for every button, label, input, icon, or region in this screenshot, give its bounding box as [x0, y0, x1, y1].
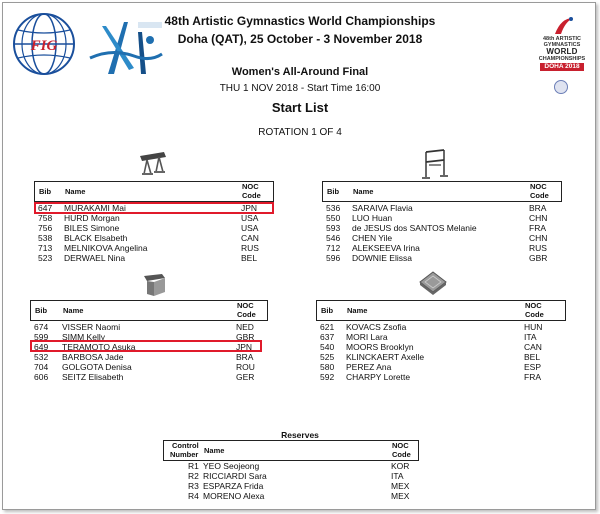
table-row [163, 471, 419, 481]
table-row [34, 223, 274, 233]
uneven-bars-icon [420, 148, 450, 180]
col-code: Code [530, 191, 549, 200]
athlete-name: SEITZ Elisabeth [62, 372, 124, 382]
noc-code: CHN [529, 233, 548, 243]
table-row [34, 203, 274, 213]
athlete-name: BLACK Elsabeth [64, 233, 128, 243]
col-name: Name [65, 187, 86, 196]
noc-code: BRA [529, 203, 547, 213]
noc-code: GBR [236, 332, 255, 342]
athlete-name: RICCIARDI Sara [203, 471, 267, 481]
table-row [34, 253, 274, 263]
table-row [316, 332, 566, 342]
noc-code: USA [241, 213, 259, 223]
noc-code: ITA [524, 332, 537, 342]
reserves-header [163, 440, 419, 461]
athlete-name: ALEKSEEVA Irina [352, 243, 420, 253]
noc-code: CAN [524, 342, 542, 352]
athlete-name: YEO Seojeong [203, 461, 260, 471]
wc-line5: DOHA 2018 [540, 63, 584, 71]
bib: 532 [34, 352, 49, 362]
table-row [30, 352, 268, 362]
table-row [316, 352, 566, 362]
table-row [322, 233, 562, 243]
col-name: Name [204, 446, 225, 455]
bib: 536 [326, 203, 341, 213]
noc-code: ITA [391, 471, 404, 481]
bib: 592 [320, 372, 335, 382]
athlete-name: BILES Simone [64, 223, 120, 233]
table-row [163, 461, 419, 471]
table-header [322, 181, 562, 202]
col-noc: NOC [392, 441, 409, 450]
athlete-name: MORI Lara [346, 332, 388, 342]
athlete-name: MOORS Brooklyn [346, 342, 414, 352]
bib: 758 [38, 213, 53, 223]
event-title: 48th Artistic Gymnastics World Championships [164, 14, 436, 28]
bib: 523 [38, 253, 53, 263]
col-name: Name [347, 306, 368, 315]
noc-code: JPN [241, 203, 258, 213]
col-bib: Bib [35, 306, 48, 315]
bib: 713 [38, 243, 53, 253]
bib: 674 [34, 322, 49, 332]
noc-code: MEX [391, 481, 410, 491]
bib: 606 [34, 372, 49, 382]
bib: 637 [320, 332, 335, 342]
table-row [322, 213, 562, 223]
table-row [322, 223, 562, 233]
athlete-name: SARAIVA Flavia [352, 203, 413, 213]
table-row [322, 203, 562, 213]
rotation-group-floor [316, 300, 566, 386]
noc-code: GER [236, 372, 255, 382]
bib: 593 [326, 223, 341, 233]
bib: 712 [326, 243, 341, 253]
table-row [30, 362, 268, 372]
table-row [34, 233, 274, 243]
control-number: R2 [188, 471, 199, 481]
athlete-name: CHARPY Lorette [346, 372, 411, 382]
athlete-name: DERWAEL Nina [64, 253, 126, 263]
col-number: Number [170, 450, 199, 459]
vault-icon [140, 272, 168, 298]
noc-code: RUS [529, 243, 547, 253]
noc-code: ROU [236, 362, 255, 372]
athlete-name: MORENO Alexa [203, 491, 265, 501]
competition-name: Women's All-Around Final [231, 66, 369, 78]
athlete-name: de JESUS dos SANTOS Melanie [352, 223, 477, 233]
rotation-group-bars [322, 181, 562, 267]
table-header [316, 300, 566, 321]
noc-code: KOR [391, 461, 410, 471]
location-dates: Doha (QAT), 25 October - 3 November 2018 [177, 32, 423, 46]
noc-code: JPN [236, 342, 253, 352]
noc-code: MEX [391, 491, 410, 501]
noc-code: CHN [529, 213, 548, 223]
athlete-name: KOVACS Zsofia [346, 322, 407, 332]
noc-code: RUS [241, 243, 259, 253]
col-code: Code [242, 191, 261, 200]
col-bib: Bib [39, 187, 52, 196]
col-noc: NOC [530, 182, 547, 191]
athlete-name: DOWNIE Elissa [352, 253, 412, 263]
table-row [30, 322, 268, 332]
bib: 599 [34, 332, 49, 342]
table-row [316, 322, 566, 332]
table-row [316, 372, 566, 382]
athlete-name: ESPARZA Frida [203, 481, 264, 491]
col-name: Name [353, 187, 374, 196]
noc-code: FRA [524, 372, 541, 382]
bib: 596 [326, 253, 341, 263]
noc-code: FRA [529, 223, 546, 233]
noc-code: NED [236, 322, 254, 332]
reserves-list [163, 461, 419, 503]
athlete-name: CHEN Yile [352, 233, 393, 243]
floor-exercise-icon [418, 270, 448, 298]
col-bib: Bib [321, 306, 334, 315]
table-row [34, 243, 274, 253]
table-row [30, 342, 268, 352]
col-code: Code [525, 310, 544, 319]
rotation-group-beam [34, 181, 274, 267]
noc-code: USA [241, 223, 259, 233]
col-noc: NOC [525, 301, 542, 310]
control-number: R3 [188, 481, 199, 491]
noc-code: BEL [524, 352, 541, 362]
athlete-name: MURAKAMI Mai [64, 203, 126, 213]
wc-line1: 48th ARTISTIC [543, 36, 581, 42]
bib: 538 [38, 233, 53, 243]
bib: 621 [320, 322, 335, 332]
athlete-name: HURD Morgan [64, 213, 120, 223]
col-code: Code [237, 310, 256, 319]
athlete-name: TERAMOTO Asuka [62, 342, 136, 352]
athlete-name: BARBOSA Jade [62, 352, 124, 362]
col-code: Code [392, 450, 411, 459]
control-number: R1 [188, 461, 199, 471]
table-header [30, 300, 268, 321]
athlete-name: GOLGOTA Denisa [62, 362, 132, 372]
reserves-title: Reserves [281, 430, 319, 440]
control-number: R4 [188, 491, 199, 501]
wc-line3: WORLD [546, 47, 578, 56]
table-row [163, 491, 419, 501]
table-row [322, 253, 562, 263]
wc-line2: GYMNASTICS [543, 42, 581, 48]
table-row [30, 372, 268, 382]
col-noc: NOC [242, 182, 259, 191]
rotation-group-vault [30, 300, 268, 386]
noc-code: GBR [529, 253, 548, 263]
table-row [163, 481, 419, 491]
athlete-name: KLINCKAERT Axelle [346, 352, 425, 362]
fig-logo-text: FIG [30, 38, 58, 54]
athlete-name: PEREZ Ana [346, 362, 392, 372]
noc-code: BRA [236, 352, 254, 362]
bib: 649 [34, 342, 49, 352]
col-bib: Bib [327, 187, 340, 196]
bib: 525 [320, 352, 335, 362]
athlete-name: VISSER Naomi [62, 322, 121, 332]
balance-beam-icon [138, 150, 168, 178]
table-row [316, 362, 566, 372]
bib: 580 [320, 362, 335, 372]
bib: 540 [320, 342, 335, 352]
table-row [316, 342, 566, 352]
noc-code: BEL [241, 253, 258, 263]
wc-line4: CHAMPIONSHIPS [538, 56, 586, 62]
bib: 647 [38, 203, 53, 213]
bib: 756 [38, 223, 53, 233]
bib: 546 [326, 233, 341, 243]
noc-code: HUN [524, 322, 543, 332]
col-noc: NOC [237, 301, 254, 310]
noc-code: CAN [241, 233, 259, 243]
table-row [322, 243, 562, 253]
bib: 550 [326, 213, 341, 223]
col-control: Control [172, 441, 199, 450]
athlete-name: LUO Huan [352, 213, 393, 223]
table-header [34, 181, 274, 202]
start-list-title: Start List [271, 100, 329, 115]
noc-code: ESP [524, 362, 542, 372]
rotation-label: ROTATION 1 OF 4 [258, 127, 342, 138]
athlete-name: MELNIKOVA Angelina [64, 243, 148, 253]
athlete-name: SIMM Kelly [62, 332, 105, 342]
col-name: Name [63, 306, 84, 315]
bib: 704 [34, 362, 49, 372]
date-time: THU 1 NOV 2018 - Start Time 16:00 [219, 83, 381, 94]
table-row [34, 213, 274, 223]
